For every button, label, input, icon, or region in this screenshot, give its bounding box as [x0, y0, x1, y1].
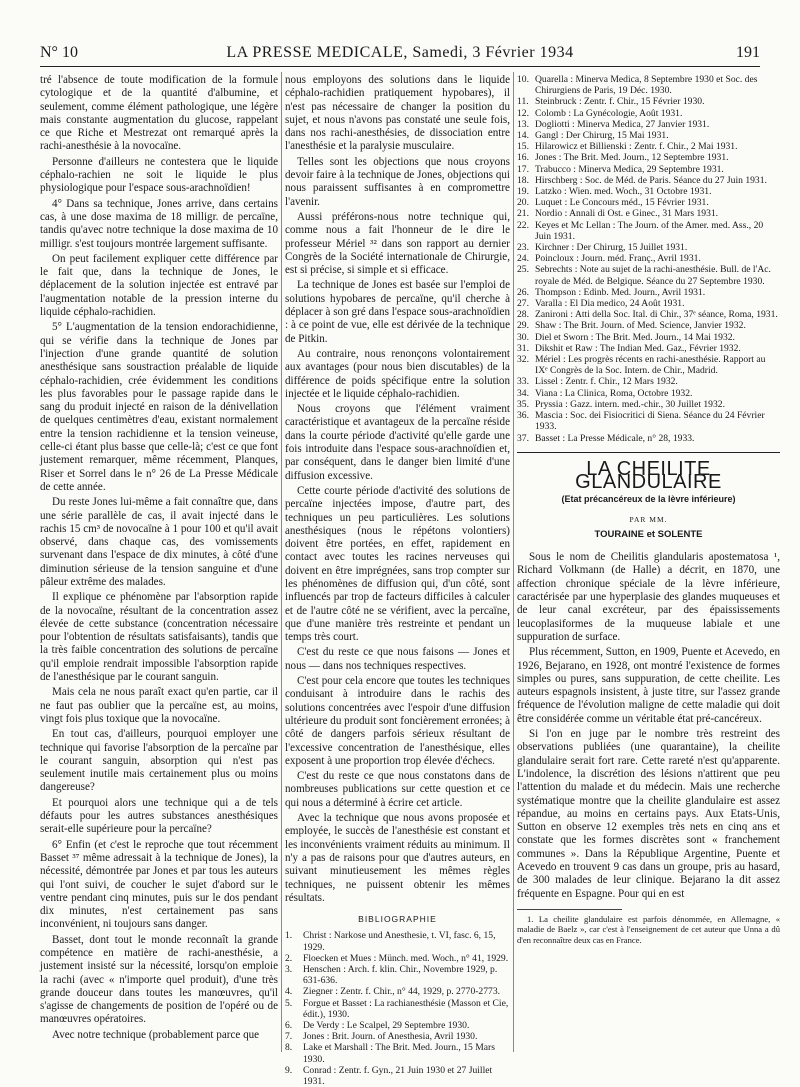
paragraph: Avec notre technique (probablement parce que: [52, 1028, 260, 1041]
entry-number: 20.: [517, 197, 529, 209]
entry-text: De Verdy : Le Scalpel, 29 Septembre 1930.: [303, 1020, 470, 1032]
entry-number: 15.: [517, 141, 529, 153]
entry-text: Lissel : Zentr. f. Chir., 12 Mars 1932.: [535, 376, 678, 388]
column-divider: [281, 72, 282, 1052]
entry-text: Mériel : Les progrès récents en rachi-anesthésie. Rapport au IXᵉ Congrès de la Soc. Intern. de Chir., Madrid.: [535, 354, 766, 377]
entry-number: 17.: [517, 163, 529, 175]
entry-number: 28.: [517, 309, 529, 321]
entry-number: 12.: [517, 107, 529, 119]
bibliography-entry: [517, 96, 780, 107]
paragraph: tré l'absence de toute modification de la formule cytologique et de la quantité d'albumine, et seulement, comme élément pathologique, une légère mais constante augmentation du glucose, rappelant ce que Riche et Mestrezat ont remarqué après la rachi-anesthésie à la novocaïne.: [40, 74, 278, 153]
column-left: [40, 74, 278, 1044]
paragraph: Plus récemment, Sutton, en 1909, Puente et Acevedo, en 1926, Bejarano, en 1928, ont montré l'existence de formes simples ou pures, sans suppuration, de cette cheilite. Les auteurs espagnols insistent, à juste titre, sur l'assez grande fréquence de l'évolution maligne de cette maladie qui doit être considérée comme un véritable état pré-cancéreux.: [517, 646, 780, 725]
entry-text: Poincloux : Journ. méd. Franç., Avril 1931.: [535, 253, 701, 265]
column-right: [517, 74, 780, 945]
entry-number: 5.: [285, 997, 293, 1009]
entry-text: Viana : La Clinica, Roma, Octobre 1932.: [535, 387, 693, 399]
bibliography-entry: [517, 74, 780, 96]
entry-text: Quarella : Minerva Medica, 8 Septembre 1930 et Soc. des Chirurgiens de Paris, 19 Déc. 1930.: [535, 74, 758, 97]
entry-text: Nordio : Annali di Ost. e Ginec., 31 Mars 1931.: [535, 208, 719, 220]
entry-text: Keyes et Mc Lellan : The Journ. of the Amer. med. Ass., 20 Juin 1931.: [535, 219, 764, 242]
entry-text: Gangl : Der Chirurg, 15 Mai 1931.: [535, 130, 669, 142]
entry-number: 13.: [517, 118, 529, 130]
entry-text: Dikshit et Raw : The Indian Med. Gaz., Février 1932.: [535, 342, 741, 354]
issue-number: N° 10: [40, 44, 78, 61]
entry-text: Pryssia : Gazz. intern. med.-chir., 30 Juillet 1932.: [535, 398, 725, 410]
entry-number: 23.: [517, 242, 529, 254]
entry-number: 21.: [517, 208, 529, 220]
entry-number: 7.: [285, 1031, 293, 1043]
entry-number: 11.: [517, 96, 529, 108]
bibliography-entry: [517, 141, 780, 152]
paragraph: La technique de Jones est basée sur l'emploi de solutions hypobares de percaïne, qu'il cherche à déplacer à son gré dans l'espace sous-arachnoïdien : à ce point de vue, elle est dérivée de la technique de Pitkin.: [285, 279, 510, 345]
column-divider: [513, 72, 514, 1052]
bibliography-entry: [517, 264, 780, 286]
bibliography-list: [285, 930, 510, 1087]
paragraph: Cette courte période d'activité des solutions de percaïne injectées impose, d'autre part, des techniques un peu particulières. Les solutions anesthésiques (nous le répétons volontiers) doivent être portées, en effet, rapidement en contact avec toutes les racines nerveuses qui doivent en être imprégnées, sans trop compter sur les phénomènes de diffusion qui, d'un côté, sont influencés par trop de facteurs difficiles à calculer et de l'autre côté ne se vérifient, avec la percaïne, que d'une manière très restreinte et pendant un temps très court.: [285, 484, 510, 644]
entry-number: 22.: [517, 219, 529, 231]
entry-number: 19.: [517, 186, 529, 198]
entry-number: 16.: [517, 152, 529, 164]
entry-text: Colomb : La Gynécologie, Août 1931.: [535, 107, 683, 119]
entry-text: Christ : Narkose und Anesthesie, t. VI, fasc. 6, 15, 1929.: [303, 930, 496, 953]
bibliography-entry: [517, 220, 780, 242]
bibliography-entry: [517, 376, 780, 387]
entry-number: 34.: [517, 387, 529, 399]
paragraph: Il explique ce phénomène par l'absorption rapide de la novocaïne, résultant de la concentration assez élevée de cette substance (concentration nécessaire pour l'obtention de résultats satisfaisants), tandis que la très faible concentration des solutions de percaïne qu'il emploie rendrait impossible l'absorption rapide de l'anesthésique par le courant sanguin.: [40, 591, 278, 684]
paragraph: nous employons des solutions dans le liquide céphalo-rachidien pratiquement hypobares), il n'est pas nécessaire de changer la position du sujet, et nous n'avons pas constaté une seule fois, dans nos rachi-anesthésies, de dissociation entre l'anesthésie et la paralysie musculaire.: [285, 74, 510, 153]
entry-text: Latzko : Wien. med. Woch., 31 Octobre 1931.: [535, 186, 712, 198]
paragraph: Aussi préférons-nous notre technique qui, comme nous a fait l'honneur de le dire le professeur Mériel ³² dans son rapport au dernier Congrès de la Société internationale de Chirurgie, est si précise, si simple et si efficace.: [285, 210, 510, 277]
entry-text: Hilarowicz et Billienski : Zentr. f. Chir., 2 Mai 1931.: [535, 141, 738, 153]
entry-number: 33.: [517, 376, 529, 388]
paragraph: 4° Dans sa technique, Jones arrive, dans certains cas, à une dose maxima de 18 milligr. de percaïne, tandis qu'avec notre technique la dose maxima de 10 milligr. s'est toujours montrée largement suffisante.: [40, 197, 278, 250]
bibliography-entry: [517, 320, 780, 331]
paragraph: Personne d'ailleurs ne contestera que le liquide céphalo-rachien ne soit le liquide le plus physiologique pour l'espace sous-arachnoïdien!: [40, 155, 278, 195]
paragraph: Sous le nom de Cheilitis glandularis apostematosa ¹, Richard Volkmann (de Halle) a décrit, en 1870, une affection chronique spéciale de la lèvre inférieure, caractérisée par une hyperplasie des glandes muqueuses et de leur canal excréteur, par des épaississements leucoplasiformes de la muqueuse labiale et une suppuration de surface.: [517, 551, 780, 643]
bibliography-entry: [517, 197, 780, 208]
bibliography-entry: [285, 986, 510, 997]
entry-number: 1.: [285, 930, 293, 942]
entry-number: 31.: [517, 342, 529, 354]
entry-number: 6.: [285, 1020, 293, 1032]
bibliography-entry: [285, 1042, 510, 1064]
entry-number: 26.: [517, 286, 529, 298]
bibliography-entry: [285, 1020, 510, 1031]
bibliography-entry: [517, 410, 780, 432]
footnote: 1. La cheilite glandulaire est parfois dénommée, en Allemagne, « maladie de Baelz », car c'est à l'enseignement de cet auteur que Unna a dû d'en reconnaître deux cas en France.: [517, 913, 780, 945]
page-header: [40, 40, 760, 67]
paragraph: Si l'on en juge par le nombre très restreint des observations publiées (une quarantaine), la cheilite glandulaire serait fort rare. Cette rareté n'est qu'apparente. L'indolence, la discrétion des lésions n'attirent que peu l'attention du malade et du médecin. Mais une recherche systématique montre que la cheilite glandulaire est assez répandue, au moins en certains pays. Aux Etats-Unis, Sutton en observe 12 exemples très nets en cinq ans et constate que les formes discrètes sont « franchement communes ». Dans la République Argentine, Puente et Acevedo en trouvent 9 cas dans un groupe, pris au hasard, de 300 malades de leur clinique. Bejarano la dit assez fréquente en Espagne. Pour qui en est: [517, 728, 780, 900]
entry-text: Sebrechts : Note au sujet de la rachi-anesthésie. Bull. de l'Ac. royale de Méd. de Belgique. Séance du 27 Septembre 1930.: [535, 264, 771, 287]
entry-text: Dogliotti : Minerva Medica, 27 Janvier 1931.: [535, 118, 710, 130]
bibliography-entry: [517, 298, 780, 309]
paragraph: Au contraire, nous renonçons volontairement aux avantages (pour nous bien discutables) de la différence de poids spécifique entre la solution injectée et le liquide céphalo-rachidien.: [285, 347, 510, 400]
entry-text: Zanironi : Atti della Soc. Ital. di Chir., 37ᵉ séance, Roma, 1931.: [535, 309, 778, 321]
paragraph: C'est du reste ce que nous faisons — Jones et nous — dans nos techniques respectives.: [285, 646, 510, 672]
bibliography-entry: [285, 930, 510, 952]
paragraph: C'est pour cela encore que toutes les techniques conduisant à introduire dans le rachis des solutions concentrées avec l'espoir d'une diffusion ultérieure du produit sont foncièrement erronées; à côté de dangers parfois sérieux résultant de l'excessive concentration de l'anesthésique, elles exposent à une proportion trop élevée d'échecs.: [285, 675, 510, 767]
bibliography-entry: [517, 119, 780, 130]
entry-text: Forgue et Basset : La rachianesthésie (Masson et Cie, édit.), 1930.: [303, 997, 509, 1020]
entry-text: Conrad : Zentr. f. Gyn., 21 Juin 1930 et 27 Juillet 1931.: [303, 1064, 493, 1087]
entry-number: 27.: [517, 298, 529, 310]
column-middle: [285, 74, 510, 1087]
entry-text: Steinbruck : Zentr. f. Chir., 15 Février 1930.: [535, 96, 705, 108]
bibliography-entry: [285, 953, 510, 964]
article-body: [517, 551, 780, 901]
paragraph: Et pourquoi alors une technique qui a de tels défauts pour les autres substances anesthésiques serait-elle supérieure pour la percaïne?: [40, 796, 278, 836]
bibliography-entry: [517, 130, 780, 141]
bibliography-entry: [517, 332, 780, 343]
entry-text: Jones : The Brit. Med. Journ., 12 Septembre 1931.: [535, 152, 729, 164]
bibliography-entry: [517, 388, 780, 399]
paragraph: 5° L'augmentation de la tension endorachidienne, qui se vérifie dans la technique de Jones par l'injection d'une grande quantité de solution anesthésique sans soustraction préalable de liquide céphalo-rachidien, crée évidemment les conditions les plus favorables pour le passage rapide dans le sang du produit injecté en raison de la dénivellation de quelques centimètres d'eau, existant normalement entre la tension rachidienne et la tension veineuse, celle-ci étant plus basse que celle-là; c'est ce que font justement remarquer, même récemment, Planques, Riser et Sorrel dans le n° 26 de La Presse Médicale de cette année.: [40, 321, 278, 493]
entry-text: Basset : La Presse Médicale, n° 28, 1933.: [535, 432, 695, 444]
paragraph: Basset, dont tout le monde reconnaît la grande compétence en matière de rachi-anesthésie, a justement insisté sur la nécessité, lorsqu'on emploie la rachi (avec « n'importe quel produit), d'une très grande douceur dans toutes les manœuvres, qu'il s'agisse de changements de position de l'opéré ou de manœuvres opératoires.: [40, 933, 278, 1026]
entry-number: 32.: [517, 354, 529, 366]
entry-text: Trabucco : Minerva Medica, 29 Septembre 1931.: [535, 163, 724, 175]
article-by: PAR MM.: [629, 514, 668, 524]
bibliography-entry: [517, 309, 780, 320]
entry-text: Lake et Marshall : The Brit. Med. Journ., 15 Mars 1930.: [303, 1042, 495, 1065]
article-authors: TOURAINE et SOLENTE: [594, 528, 703, 540]
bibliography-entry: [517, 175, 780, 186]
entry-text: Ziegner : Zentr. f. Chir., n° 44, 1929, p. 2770-2773.: [303, 986, 501, 998]
bibliography-entry: [517, 253, 780, 264]
entry-number: 14.: [517, 130, 529, 142]
bibliography-entry: [517, 186, 780, 197]
bibliography-title: BIBLIOGRAPHIE: [358, 914, 437, 925]
entry-text: Kirchner : Der Chirurg, 15 Juillet 1931.: [535, 242, 688, 254]
entry-number: 10.: [517, 74, 529, 85]
page-number: 191: [736, 44, 760, 61]
entry-number: 8.: [285, 1042, 293, 1054]
entry-number: 3.: [285, 964, 293, 976]
bibliography-entry: [517, 242, 780, 253]
bibliography-entry: [285, 1065, 510, 1087]
entry-text: Floecken et Mues : Münch. med. Woch., n° 41, 1929.: [303, 952, 509, 964]
entry-text: Diel et Sworn : The Brit. Med. Journ., 14 Mai 1932.: [535, 331, 735, 343]
bibliography-entry: [517, 433, 780, 444]
entry-number: 25.: [517, 264, 529, 276]
entry-number: 37.: [517, 432, 529, 444]
bibliography-entry: [517, 208, 780, 219]
bibliography-entry: [285, 964, 510, 986]
paragraph: Mais cela ne nous paraît exact qu'en partie, car il ne faut pas oublier que la percaïne est, au moins, vingt fois plus toxique que la novocaïne.: [40, 686, 278, 725]
bibliography-entry: [517, 164, 780, 175]
bibliography-entry: [517, 354, 780, 376]
entry-text: Henschen : Arch. f. klin. Chir., Novembre 1929, p. 631-636.: [303, 964, 498, 987]
bibliography-entry: [285, 1031, 510, 1042]
paragraph: Telles sont les objections que nous croyons devoir faire à la technique de Jones, objections qui nous paraissent suffisantes à en compromettre l'avenir.: [285, 155, 510, 208]
paragraph: C'est du reste ce que nous constatons dans de nombreuses publications sur cette question et ce qui nous a déterminé à écrire cet article.: [285, 770, 510, 809]
article-title: LA CHEILITE GLANDULAIRE: [575, 457, 722, 493]
paragraph: En tout cas, d'ailleurs, pourquoi employer une technique qui favorise l'absorption de la percaïne par le courant sanguin, absorption qui n'est pas seulement inutile mais certainement plus ou moins dangereuse?: [40, 728, 278, 794]
section-rule: [517, 452, 780, 453]
entry-text: Luquet : Le Concours méd., 15 Février 1931.: [535, 197, 709, 209]
article-subtitle: (Etat précancéreux de la lèvre inférieure): [561, 494, 736, 505]
entry-text: Mascia : Soc. dei Fisiocritici di Siena. Séance du 24 Février 1933.: [535, 410, 765, 433]
entry-number: 35.: [517, 398, 529, 410]
paragraph: Avec la technique que nous avons proposée et employée, le succès de l'anesthésie est constant et les inconvénients vraiment réduits au minimum. Il n'y a pas de raisons pour que d'autres auteurs, en suivant minutieusement les mêmes règles techniques, ne puissent obtenir les mêmes résultats.: [285, 812, 510, 904]
bibliography-entry: [285, 998, 510, 1020]
entry-number: 2.: [285, 952, 293, 964]
entry-text: Thompson : Edinb. Med. Journ., Avril 1931.: [535, 286, 706, 298]
bibliography-entry: [517, 399, 780, 410]
column-middle-text: [285, 74, 510, 905]
bibliography-entry: [517, 287, 780, 298]
paragraph: 6° Enfin (et c'est le reproche que tout récemment Basset ³⁷ même adressait à la technique de Jones), la nécessité, démontrée par Jones et par tous les auteurs qui l'ont suivi, de coucher le sujet d'abord sur le ventre pendant cinq minutes, puis sur le dos pendant dix minutes, n'est certainement pas sans inconvénient, ni toujours sans danger.: [40, 838, 278, 931]
bibliography-list-continued: [517, 74, 780, 444]
entry-number: 24.: [517, 253, 529, 265]
journal-title: LA PRESSE MEDICALE, Samedi, 3 Février 1934: [226, 44, 574, 61]
entry-number: 36.: [517, 410, 529, 422]
footnote-rule: [517, 909, 622, 910]
entry-number: 18.: [517, 174, 529, 186]
entry-text: Varalla : El Dia medico, 24 Août 1931.: [535, 298, 685, 310]
bibliography-entry: [517, 152, 780, 163]
entry-text: Jones : Brit. Journ. of Anesthesia, Avril 1930.: [303, 1031, 478, 1043]
entry-text: Shaw : The Brit. Journ. of Med. Science, Janvier 1932.: [535, 320, 746, 332]
bibliography-entry: [517, 343, 780, 354]
entry-number: 4.: [285, 986, 293, 998]
entry-number: 29.: [517, 320, 529, 332]
entry-number: 9.: [285, 1064, 293, 1076]
entry-text: Hirschberg : Soc. de Méd. de Paris. Séance du 27 Juin 1931.: [535, 174, 767, 186]
paragraph: On peut facilement expliquer cette différence par le fait que, dans la technique de Jones, le déplacement de la solution injectée est entravé par l'augmentation notable de la pression interne du liquide céphalo-rachidien.: [40, 252, 278, 319]
paragraph: Du reste Jones lui-même a fait connaître que, dans une série parallèle de cas, il avait injecté dans le rachis 15 cm³ de novocaïne à 1 pour 100 et qu'il avait observé, dans chaque cas, des vomissements survenant dans l'espace de dix minutes, à côté d'une diminution sérieuse de la tension sanguine et d'une pâleur extrême des malades.: [40, 496, 278, 588]
paragraph: Nous croyons que l'élément vraiment caractéristique et avantageux de la percaïne réside dans la courte période d'activité qu'elle garde une fois introduite dans l'espace sous-arachnoïdien et, par conséquent, dans le danger bien limité d'une diffusion excessive.: [285, 403, 510, 482]
bibliography-entry: [517, 108, 780, 119]
entry-number: 30.: [517, 331, 529, 343]
